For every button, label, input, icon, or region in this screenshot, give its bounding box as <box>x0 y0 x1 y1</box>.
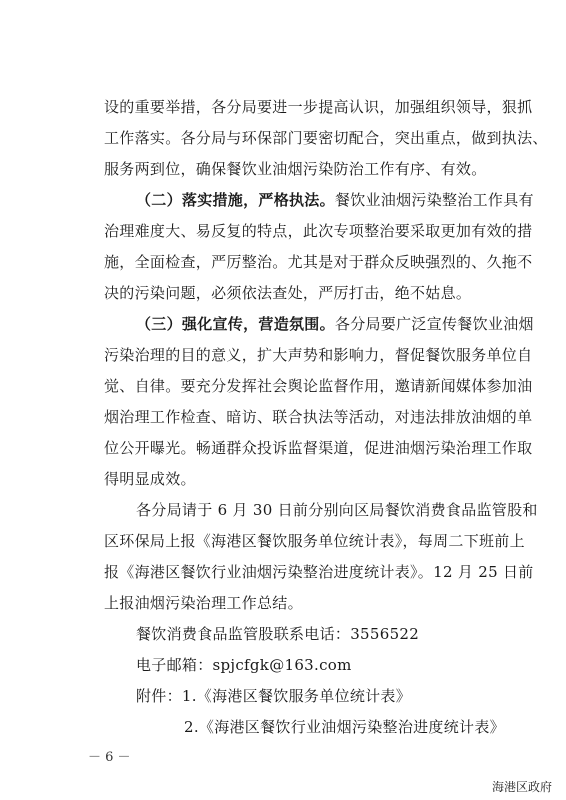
paragraph-line: 觉、自律。要充分发挥社会舆论监督作用，邀请新闻媒体参加油 <box>104 377 533 395</box>
paragraph-line: 得明显成效。 <box>104 470 196 488</box>
attachment-2: 2.《海港区餐饮行业油烟污染整治进度统计表》 <box>184 718 505 736</box>
section-2-heading: （二）落实措施，严格执法。 <box>136 191 335 209</box>
source-watermark: 海港区政府 <box>491 780 552 794</box>
paragraph-line: 位公开曝光。畅通群众投诉监督渠道，促进油烟污染治理工作取 <box>104 439 533 457</box>
paragraph-line: 决的污染问题，必须依法查处，严厉打击，绝不姑息。 <box>104 284 472 302</box>
page-number: － 6 － <box>88 750 131 765</box>
attachment-1: 附件：1.《海港区餐饮服务单位统计表》 <box>136 687 412 705</box>
paragraph-line: 工作落实。各分局与环保部门要密切配合，突出重点，做到执法、 <box>104 129 548 147</box>
paragraph-line: 污染治理的目的意义，扩大声势和影响力，督促餐饮服务单位自 <box>104 346 533 364</box>
section-2-first-line <box>136 190 534 210</box>
closing-first-line: 各分局请于 6 月 30 日前分别向区局餐饮消费食品监管股和 <box>136 501 538 519</box>
section-3-heading: （三）强化宣传，营造氛围。 <box>136 315 335 333</box>
paragraph-line: 设的重要举措，各分局要进一步提高认识，加强组织领导，狠抓 <box>104 98 533 116</box>
contact-email: 电子邮箱：spjcfgk@163.com <box>136 656 352 674</box>
paragraph-line: 施，全面检查，严厉整治。尤其是对于群众反映强烈的、久拖不 <box>104 253 533 271</box>
paragraph-line: 治理难度大、易反复的特点，此次专项整治要采取更加有效的措 <box>104 222 533 240</box>
contact-phone: 餐饮消费食品监管股联系电话：3556522 <box>136 625 420 643</box>
section-3-first-line <box>136 314 534 334</box>
section-3-text: 各分局要广泛宣传餐饮业油烟 <box>334 315 534 333</box>
paragraph-line: 烟治理工作检查、暗访、联合执法等活动，对违法排放油烟的单 <box>104 408 533 426</box>
paragraph-line: 上报油烟污染治理工作总结。 <box>104 594 303 612</box>
paragraph-line: 区环保局上报《海港区餐饮服务单位统计表》，每周二下班前上 <box>104 532 525 550</box>
paragraph-line: 报《海港区餐饮行业油烟污染整治进度统计表》。12 月 25 日前 <box>104 563 534 581</box>
paragraph-line: 服务两到位，确保餐饮业油烟污染防治工作有序、有效。 <box>104 160 487 178</box>
section-2-text: 餐饮业油烟污染整治工作具有 <box>334 191 534 209</box>
